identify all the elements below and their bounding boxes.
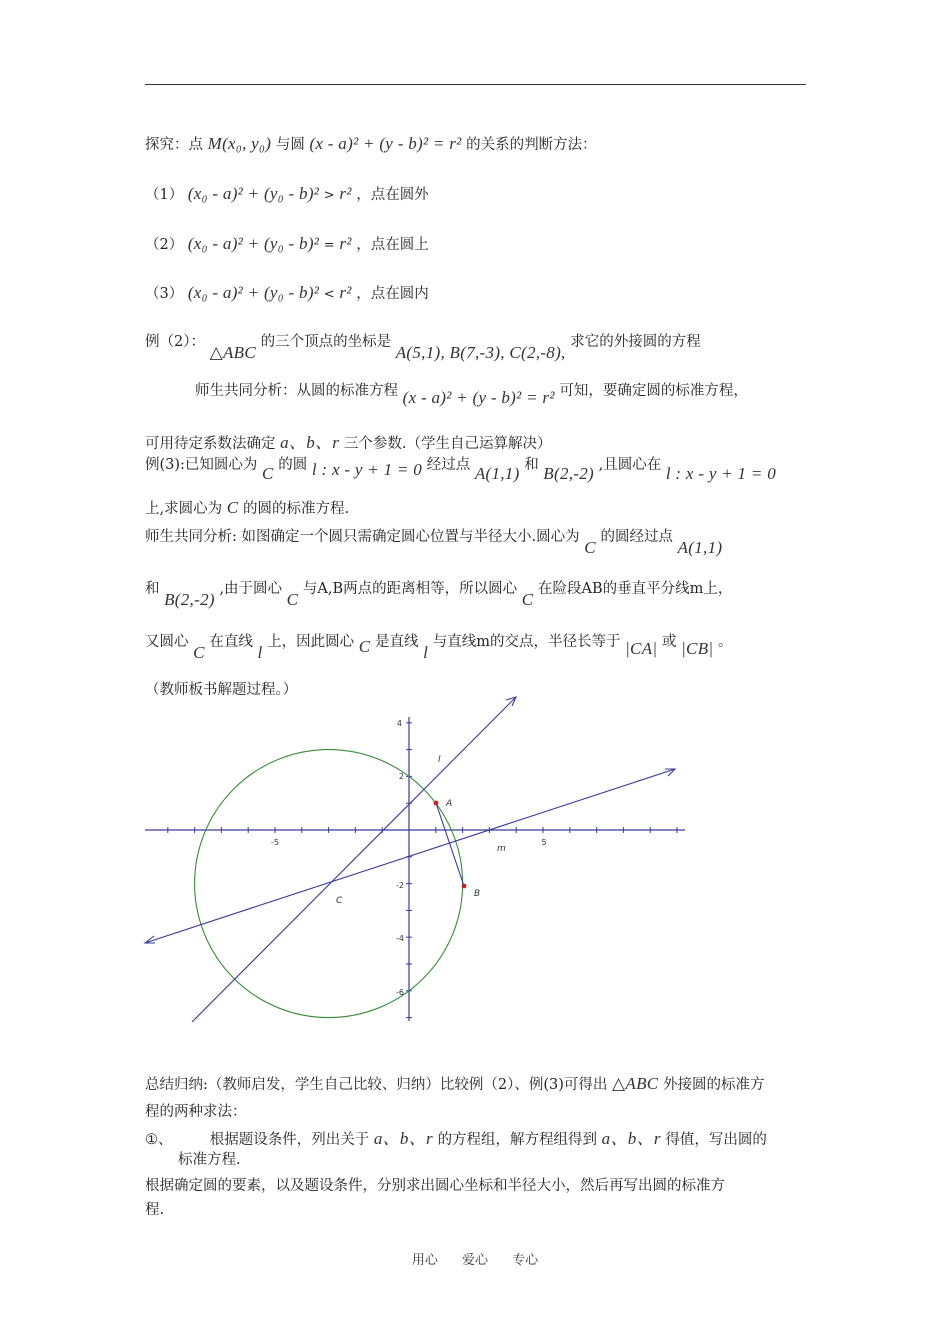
case-1-text: ，点在圆外 xyxy=(356,187,429,203)
summary-item1 xyxy=(145,1124,767,1149)
analysis-2-l3-l: l xyxy=(257,643,263,662)
summary-item1-a: 根据题设条件，列出关于 xyxy=(209,1132,370,1148)
analysis-2-l2d: 在险段AB的垂直平分线m上， xyxy=(538,581,733,597)
example-3-t1: 例(3):已知圆心为 xyxy=(145,457,258,473)
header-rule xyxy=(145,84,806,85)
analysis-1-line2b: 三个参数.（学生自己运算解决） xyxy=(343,436,552,452)
case-2-lhs: (x₀ - a)² + (y₀ - b)² xyxy=(187,234,320,253)
explore-suffix: 的关系的判断方法： xyxy=(466,137,597,153)
analysis-1-line2a: 可用待定系数法确定 xyxy=(145,436,276,452)
case-2 xyxy=(145,233,429,254)
case-2-text: ，点在圆上 xyxy=(356,237,429,253)
circumcircle xyxy=(195,750,463,1018)
case-2-rhs: r² xyxy=(339,234,352,253)
label-c: C xyxy=(336,896,343,906)
y-tick-label-neg6: -6 xyxy=(396,988,404,997)
analysis-2-l3a: 又圆心 xyxy=(145,634,189,650)
example-3-line2-c: C xyxy=(226,498,239,517)
analysis-2-l3-or: 或 xyxy=(661,634,677,650)
label-l: l xyxy=(438,755,441,765)
x-tick-label-neg5: -5 xyxy=(271,838,279,847)
analysis-2-l3c: 上，因此圆心 xyxy=(267,634,355,650)
footer-b: 爱心 xyxy=(461,1253,488,1268)
case-3-rhs: r² xyxy=(339,283,352,302)
case-1 xyxy=(145,183,429,204)
example-2-text1: 的三个顶点的坐标是 xyxy=(260,334,392,350)
case-1-lhs: (x₀ - a)² + (y₀ - b)² xyxy=(187,184,320,203)
summary-l1a: 总结归纳:（教师启发，学生自己比较、归纳）比较例（2）、例(3)可得出 xyxy=(145,1077,608,1093)
explore-mid: 与圆 xyxy=(275,137,305,153)
point-b xyxy=(462,884,467,889)
y-tick-label-neg4: -4 xyxy=(396,934,404,943)
analysis-1-vars: a、b、r xyxy=(280,433,340,452)
circle-expr: (x - a)² + (y - b)² = r² xyxy=(309,134,462,153)
analysis-2-l2b: ,由于圆心 xyxy=(219,581,283,597)
case-1-rhs: r² xyxy=(339,184,352,203)
footer-c: 专心 xyxy=(512,1253,539,1268)
case-3-op: < xyxy=(323,287,335,302)
analysis-1-text2: 可知，要确定圆的标准方程， xyxy=(559,383,748,399)
analysis-2-l1a: 师生共同分析: 如图确定一个圆只需确定圆心位置与半径大小.圆心为 xyxy=(145,529,580,545)
analysis-2-line3 xyxy=(145,630,733,662)
summary-item1-b: 的方程组，解方程组得到 xyxy=(437,1132,598,1148)
summary-line2: 程的两种求法： xyxy=(145,1104,247,1120)
example-2-text2: 求它的外接圆的方程 xyxy=(570,334,701,350)
summary-p2-line1: 根据确定圆的要素，以及题设条件，分别求出圆心坐标和半径大小，然后再写出圆的标准方 xyxy=(145,1178,725,1194)
example-3-b: B(2,-2) xyxy=(543,464,595,483)
explore-prefix: 探究：点 xyxy=(145,137,203,153)
example-3-t5: ,且圆心在 xyxy=(598,457,662,473)
line-m-arrow xyxy=(665,769,675,776)
analysis-2-l3e: 与直线m的交点，半径长等于 xyxy=(432,634,621,650)
line-m xyxy=(145,769,675,943)
summary-item1-num: ①、 xyxy=(145,1132,173,1148)
example-3-l-eq2: l : x - y + 1 = 0 xyxy=(665,464,777,483)
analysis-1-line2 xyxy=(145,428,551,453)
analysis-2-l1b: 的圆经过点 xyxy=(600,529,673,545)
analysis-2-line4: （教师板书解题过程。） xyxy=(145,682,298,698)
explore-line xyxy=(145,133,597,154)
summary-triangle: △ABC xyxy=(612,1074,659,1093)
summary-item1-vars2: a、b、r xyxy=(601,1129,661,1148)
geometry-diagram xyxy=(140,695,700,1030)
line-l xyxy=(192,697,516,1022)
y-tick-label-2: 2 xyxy=(398,772,404,781)
analysis-2-l2a: 和 xyxy=(145,581,160,597)
example-3-line2b: 的圆的标准方程. xyxy=(242,501,350,517)
analysis-2-l3-ca: |CA| xyxy=(625,639,658,658)
analysis-2-l3b: 在直线 xyxy=(209,634,253,650)
example-3-line1 xyxy=(145,453,777,483)
analysis-2-l2c: 与A,B两点的距离相等，所以圆心 xyxy=(302,581,518,597)
analysis-2-l2-c2: C xyxy=(521,590,534,609)
line-m-arrow-left xyxy=(145,936,155,943)
analysis-2-l3-end: 。 xyxy=(717,634,733,650)
analysis-1-line1 xyxy=(195,379,748,407)
example-3-t2: 的圆 xyxy=(278,457,308,473)
example-3-a: A(1,1) xyxy=(474,464,520,483)
analysis-2-l1-a: A(1,1) xyxy=(677,538,723,557)
analysis-2-l3-cb: |CB| xyxy=(681,639,714,658)
summary-l1b: 外接圆的标准方 xyxy=(663,1077,765,1093)
analysis-2-l1-c: C xyxy=(584,538,596,557)
summary-item1-line2: 标准方程. xyxy=(178,1152,241,1168)
case-3 xyxy=(145,282,429,303)
analysis-2-l2-c: C xyxy=(286,590,299,609)
case-1-num: （1） xyxy=(145,187,184,203)
label-m: m xyxy=(497,844,506,854)
x-tick-label-5: 5 xyxy=(541,838,547,847)
case-3-num: （3） xyxy=(145,286,184,302)
analysis-1-eq: (x - a)² + (y - b)² = r² xyxy=(402,388,555,407)
analysis-2-l3-l2: l xyxy=(423,643,429,662)
example-3-c: C xyxy=(262,464,274,483)
example-3-line2 xyxy=(145,497,349,518)
example-2-points: A(5,1), B(7,-3), C(2,-8), xyxy=(395,343,566,362)
example-3-l-eq: l : x - y + 1 = 0 xyxy=(311,460,423,479)
example-3-line2a: 上,求圆心为 xyxy=(145,501,223,517)
point-expr: M(x₀, y₀) xyxy=(207,134,272,153)
analysis-2-l2-b: B(2,-2) xyxy=(164,590,215,609)
segment-ab xyxy=(436,803,464,886)
analysis-2-l3-c: C xyxy=(193,643,205,662)
example-2-label: 例（2）： xyxy=(145,334,205,350)
summary-p2-line2: 程. xyxy=(145,1202,165,1218)
case-2-op: = xyxy=(323,238,335,253)
case-3-lhs: (x₀ - a)² + (y₀ - b)² xyxy=(187,283,320,302)
label-b: B xyxy=(474,889,481,899)
triangle-abc: △ABC xyxy=(209,343,256,362)
example-3-t3: 经过点 xyxy=(426,457,471,473)
analysis-2-l3-c2: C xyxy=(358,637,371,656)
y-tick-label-neg2: -2 xyxy=(396,881,404,890)
summary-item1-vars: a、b、r xyxy=(373,1129,433,1148)
summary-item1-c: 得值，写出圆的 xyxy=(665,1132,767,1148)
label-a: A xyxy=(446,799,453,809)
point-a xyxy=(434,801,439,806)
example-3-t4: 和 xyxy=(524,457,539,473)
analysis-2-line2 xyxy=(145,577,733,609)
footer-a: 用心 xyxy=(411,1253,438,1268)
case-3-text: ，点在圆内 xyxy=(356,286,429,302)
analysis-2-line1 xyxy=(145,525,723,557)
example-2 xyxy=(145,330,701,362)
case-1-op: > xyxy=(323,188,335,203)
footer xyxy=(0,1249,950,1268)
analysis-2-l3d: 是直线 xyxy=(374,634,419,650)
analysis-1-text1: 师生共同分析：从圆的标准方程 xyxy=(195,383,398,399)
case-2-num: （2） xyxy=(145,237,184,253)
y-tick-label-4: 4 xyxy=(396,719,402,728)
summary-line1 xyxy=(145,1073,765,1094)
